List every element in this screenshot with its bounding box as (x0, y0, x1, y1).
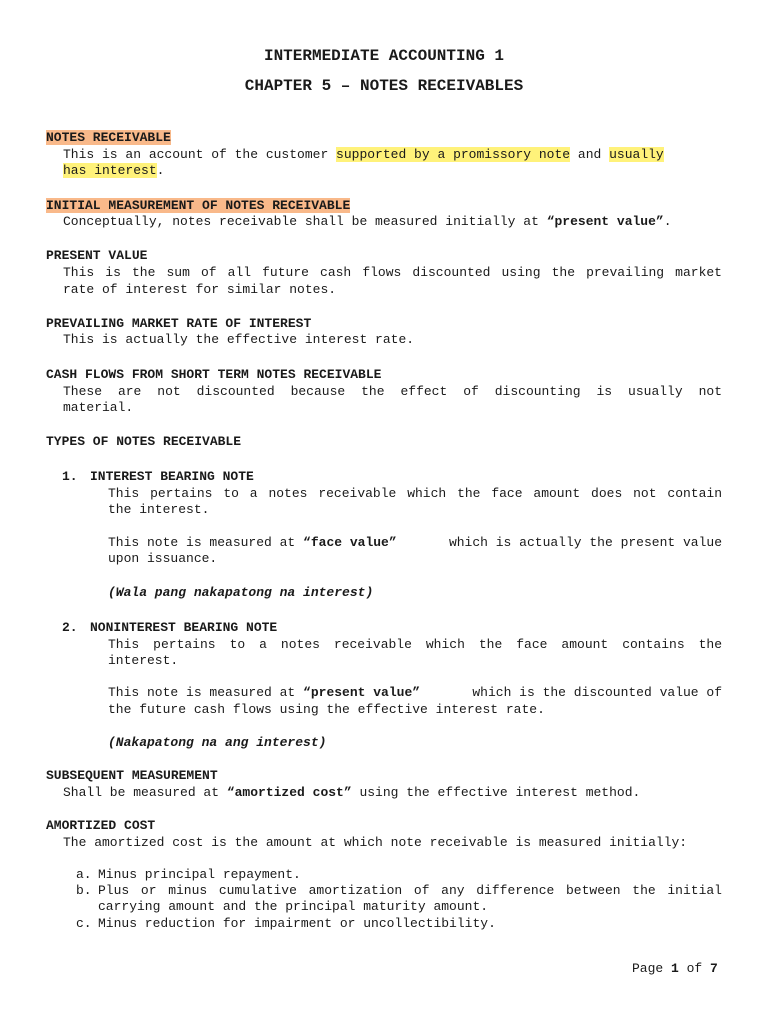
subsequent-measurement-text: Shall be measured at “amortized cost” using the effective interest method. (63, 785, 641, 800)
section-heading-initial-measurement (46, 198, 350, 214)
section-heading-present-value: PRESENT VALUE (46, 248, 148, 263)
list-item-number: 2. (62, 620, 78, 635)
noninterest-bearing-p1-line2: interest. (108, 653, 179, 668)
amortized-cost-intro: The amortized cost is the amount at which note receivable is measured initially: (63, 835, 688, 850)
noninterest-bearing-note-title: NONINTEREST BEARING NOTE (90, 620, 278, 635)
highlight-has-interest: has interest (63, 163, 157, 178)
notes-receivable-definition-line1: This is an account of the customer supported by a promissory note and usually (63, 147, 664, 162)
section-heading-types: TYPES OF NOTES RECEIVABLE (46, 434, 242, 449)
page-total: 7 (710, 961, 718, 976)
noninterest-bearing-remark: (Nakapatong na ang interest) (108, 735, 327, 750)
page-footer: Page 1 of 7 (632, 961, 718, 976)
notes-receivable-definition-line2: has interest. (63, 163, 165, 178)
interest-bearing-p1-line2: the interest. (108, 502, 210, 517)
section-heading-amortized-cost: AMORTIZED COST (46, 818, 156, 833)
interest-bearing-note-title: INTEREST BEARING NOTE (90, 469, 254, 484)
present-value-line2: rate of interest for similar notes. (63, 282, 337, 297)
list-item-label: c. (76, 916, 92, 931)
highlight-usually: usually (609, 147, 664, 162)
noninterest-bearing-p1-line1: This pertains to a notes receivable which the face amount contains the (108, 637, 722, 652)
present-value-line1: This is the sum of all future cash flows discounted using the prevailing market (63, 265, 722, 280)
noninterest-bearing-p2-line2: the future cash flows using the effective interest rate. (108, 702, 545, 717)
interest-bearing-p1-line1: This pertains to a notes receivable which the face amount does not contain (108, 486, 722, 501)
list-item-label: a. (76, 867, 92, 882)
noninterest-bearing-p2-line1: This note is measured at “present value” which is the discounted value of (108, 685, 722, 700)
cash-flows-line1: These are not discounted because the effect of discounting is usually not (63, 384, 722, 399)
document-title: INTERMEDIATE ACCOUNTING 1 (263, 47, 505, 65)
list-item-number: 1. (62, 469, 78, 484)
initial-measurement-text: Conceptually, notes receivable shall be measured initially at “present value”. (63, 214, 672, 229)
prevailing-rate-text: This is actually the effective interest rate. (63, 332, 415, 347)
section-heading-prevailing-rate: PREVAILING MARKET RATE OF INTEREST (46, 316, 312, 331)
heading-text: NOTES RECEIVABLE (46, 130, 171, 145)
page-number: 1 (671, 961, 679, 976)
section-heading-cash-flows: CASH FLOWS FROM SHORT TERM NOTES RECEIVABLE (46, 367, 382, 382)
amortized-cost-item-a: Minus principal repayment. (98, 867, 301, 882)
chapter-title: CHAPTER 5 – NOTES RECEIVABLES (244, 77, 524, 95)
section-heading-subsequent-measurement: SUBSEQUENT MEASUREMENT (46, 768, 218, 783)
amortized-cost-item-b-line2: carrying amount and the principal maturity amount. (98, 899, 489, 914)
interest-bearing-remark: (Wala pang nakapatong na interest) (108, 585, 374, 600)
interest-bearing-p2-line2: upon issuance. (108, 551, 218, 566)
highlight-promissory-note: supported by a promissory note (336, 147, 571, 162)
amortized-cost-item-c: Minus reduction for impairment or uncollectibility. (98, 916, 496, 931)
cash-flows-line2: material. (63, 400, 134, 415)
section-heading-notes-receivable (46, 130, 171, 146)
interest-bearing-p2-line1: This note is measured at “face value” which is actually the present value (108, 535, 722, 550)
list-item-label: b. (76, 883, 92, 898)
heading-text: INITIAL MEASUREMENT OF NOTES RECEIVABLE (46, 198, 351, 213)
amortized-cost-item-b-line1: Plus or minus cumulative amortization of any difference between the initial (98, 883, 722, 898)
